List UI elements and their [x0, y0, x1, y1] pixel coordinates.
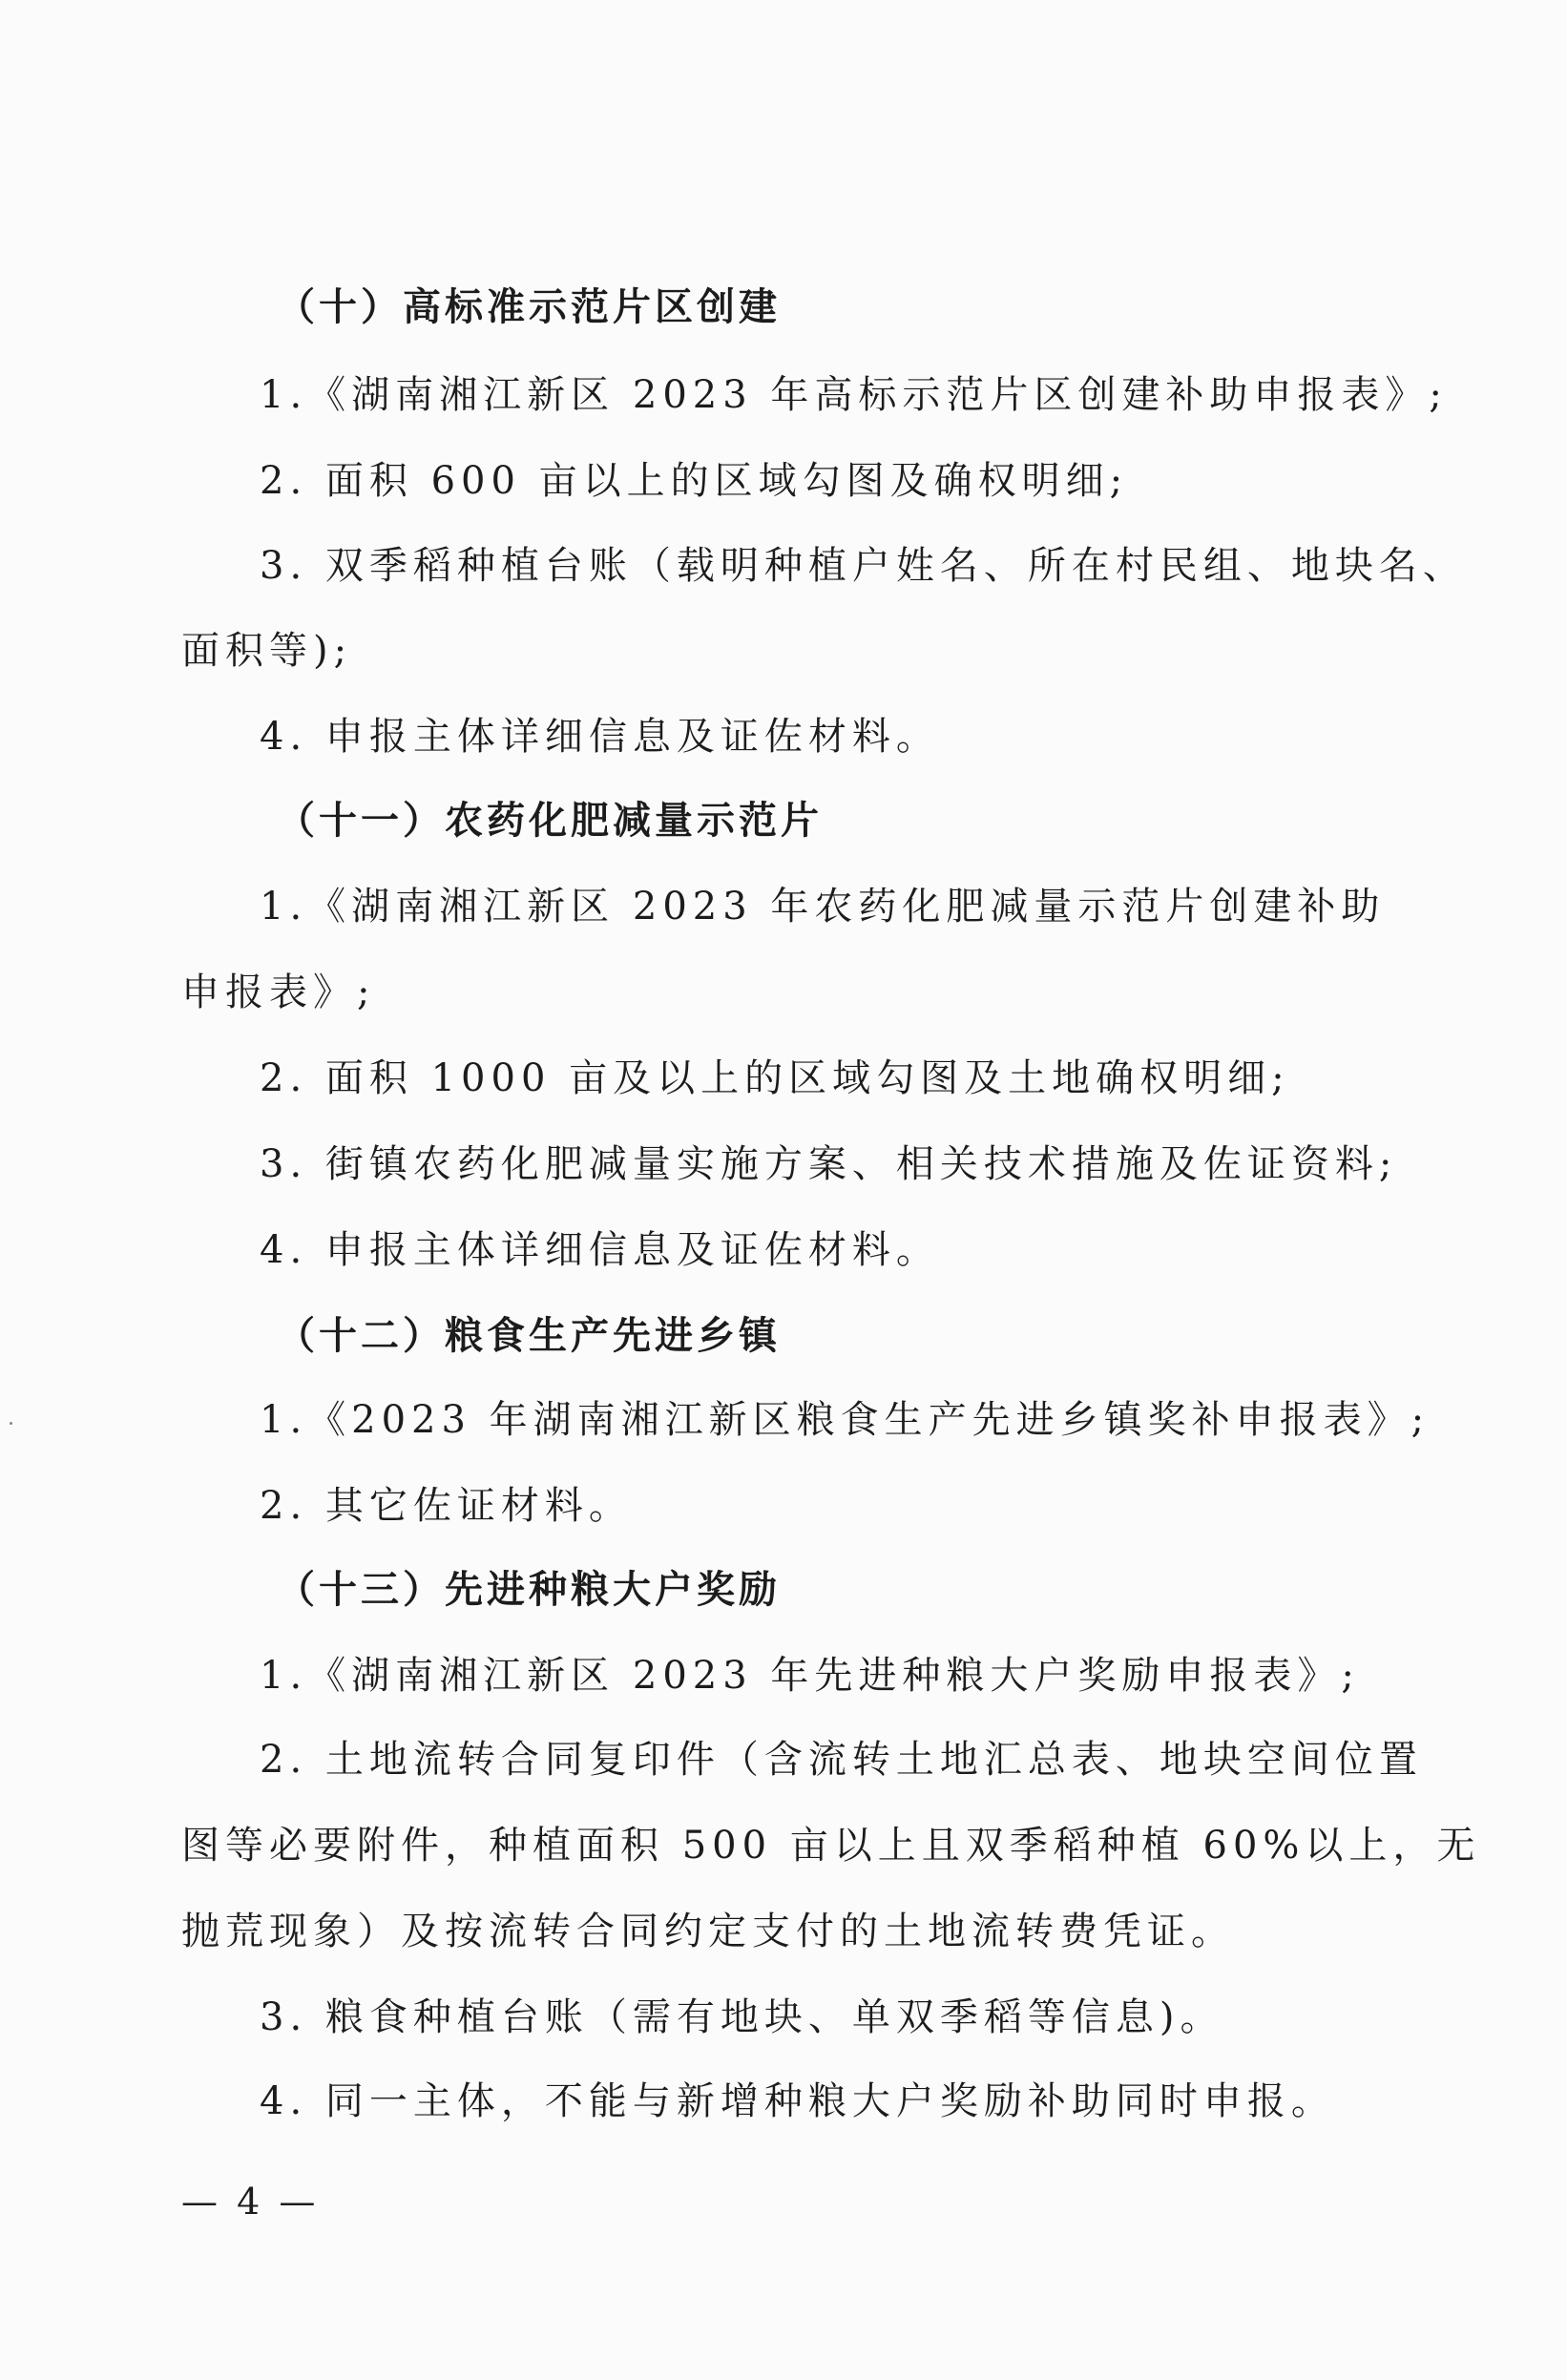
- list-item: 1.《湖南湘江新区 2023 年先进种粮大户奖励申报表》;: [260, 1654, 1360, 1698]
- list-item: 4. 申报主体详细信息及证佐材料。: [260, 715, 940, 759]
- list-item: 2. 面积 1000 亩及以上的区域勾图及土地确权明细;: [260, 1056, 1290, 1100]
- list-item: 1.《湖南湘江新区 2023 年农药化肥减量示范片创建补助: [260, 885, 1386, 929]
- list-item: 3. 粮食种植台账（需有地块、单双季稻等信息)。: [260, 1995, 1224, 2039]
- page-number: — 4 —: [181, 2181, 320, 2223]
- list-item: 2. 面积 600 亩以上的区域勾图及确权明细;: [260, 459, 1129, 503]
- list-item: 1.《2023 年湖南湘江新区粮食生产先进乡镇奖补申报表》;: [260, 1398, 1431, 1442]
- list-item: 1.《湖南湘江新区 2023 年高标示范片区创建补助申报表》;: [260, 373, 1448, 417]
- list-item-continuation: 抛荒现象）及按流转合同约定支付的土地流转费凭证。: [181, 1910, 1235, 1953]
- scan-artifact: [10, 1422, 12, 1425]
- list-item-continuation: 申报表》;: [181, 971, 376, 1014]
- list-item: 2. 土地流转合同复印件（含流转土地汇总表、地块空间位置: [260, 1738, 1423, 1782]
- list-item: 2. 其它佐证材料。: [260, 1484, 633, 1528]
- list-item: 3. 街镇农药化肥减量实施方案、相关技术措施及佐证资料;: [260, 1142, 1398, 1186]
- list-item: 4. 申报主体详细信息及证佐材料。: [260, 1228, 940, 1272]
- list-item-continuation: 面积等);: [181, 629, 353, 673]
- list-item: 3. 双季稻种植台账（载明种植户姓名、所在村民组、地块名、: [260, 544, 1467, 588]
- list-item-continuation: 图等必要附件，种植面积 500 亩以上且双季稻种植 60%以上，无: [181, 1824, 1481, 1868]
- section-heading: （十二）粮食生产先进乡镇: [277, 1314, 781, 1358]
- list-item: 4. 同一主体，不能与新增种粮大户奖励补助同时申报。: [260, 2079, 1335, 2123]
- section-heading: （十）高标准示范片区创建: [277, 285, 781, 329]
- section-heading: （十一）农药化肥减量示范片: [277, 799, 823, 843]
- section-heading: （十三）先进种粮大户奖励: [277, 1568, 781, 1612]
